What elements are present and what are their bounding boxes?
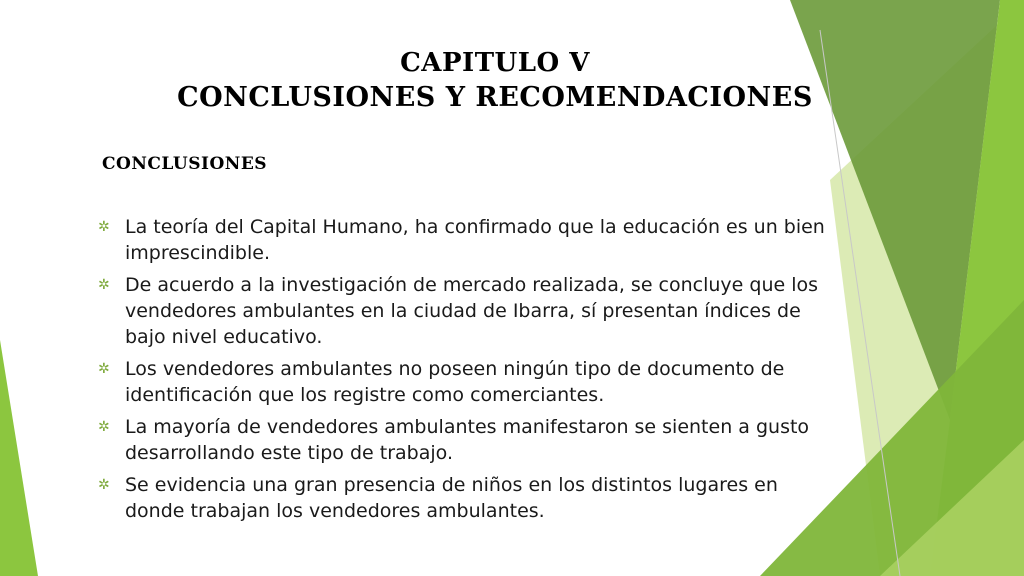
list-item	[98, 472, 828, 524]
list-item-text: Los vendedores ambulantes no poseen ningún tipo de documento de identificación que los registre como comerciantes.	[125, 358, 785, 406]
list-item-text: La mayoría de vendedores ambulantes manifestaron se sienten a gusto desarrollando este tipo de trabajo.	[125, 416, 810, 464]
slide-title-line1: CAPITULO V	[400, 48, 590, 78]
bullet-star-icon: ✲	[98, 419, 110, 435]
conclusions-list	[98, 214, 828, 530]
list-item-text: Se evidencia una gran presencia de niños en los distintos lugares en donde trabajan los vendedores ambulantes.	[125, 474, 778, 522]
left-green-triangle	[0, 340, 38, 576]
list-item	[98, 214, 828, 266]
list-item-text: De acuerdo a la investigación de mercado realizada, se concluye que los vendedores ambulantes en la ciudad de Ibarra, sí presentan índices de bajo nivel educativo.	[125, 274, 819, 348]
section-subheading: CONCLUSIONES	[102, 154, 268, 174]
slide-title-line2: CONCLUSIONES Y RECOMENDACIONES	[177, 82, 813, 113]
list-item	[98, 356, 828, 408]
bullet-star-icon: ✲	[98, 361, 110, 377]
list-item	[98, 414, 828, 466]
list-item	[98, 272, 828, 350]
bullet-star-icon: ✲	[98, 477, 110, 493]
bullet-star-icon: ✲	[98, 277, 110, 293]
bullet-star-icon: ✲	[98, 219, 110, 235]
list-item-text: La teoría del Capital Humano, ha confirmado que la educación es un bien imprescindible.	[125, 216, 825, 264]
